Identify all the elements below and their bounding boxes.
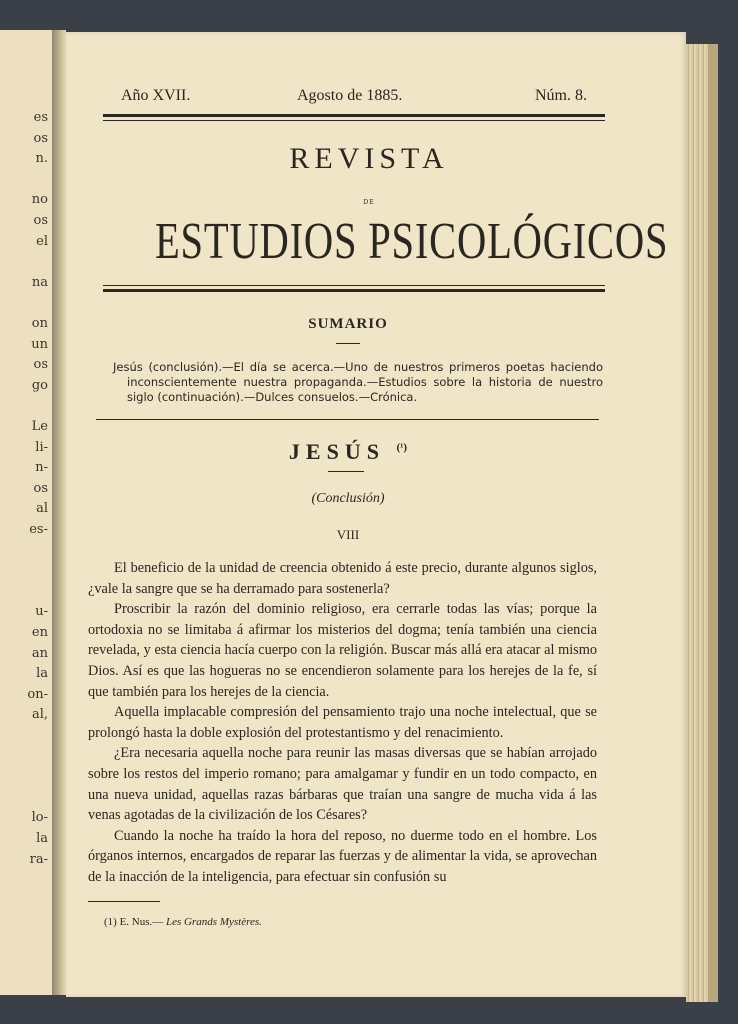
left-page-fragment: la bbox=[36, 831, 48, 846]
book-cover-edge bbox=[708, 44, 718, 1002]
left-page-fragment: en bbox=[31, 625, 48, 640]
left-page-fragment: lo- bbox=[31, 810, 48, 826]
left-page-fragment: na bbox=[31, 274, 48, 290]
body-paragraph: Proscribir la razón del dominio religioso, era cerrarle todas las vías; porque la ortodoxia no se limitaba á afirmar los misterios del dogma; tenía también una ciencia revelada, y esta ciencia hacía cuerpo con la religión. Buscar más allá era atacar al mismo Dios. Así es que las hogueras no se encendieron solamente para los herejes de la fe, sí que también para los herejes de la ciencia. bbox=[88, 601, 597, 700]
left-page-fragment: la bbox=[36, 666, 48, 682]
masthead-revista: REVISTA bbox=[289, 142, 449, 175]
left-page-fragment: u- bbox=[35, 604, 48, 620]
left-page-fragment: on bbox=[31, 316, 48, 331]
left-page-fragment: Le bbox=[31, 419, 48, 434]
section-divider bbox=[96, 419, 599, 420]
body-paragraph: Cuando la noche ha traído la hora del reposo, no duerme todo en el hombre. Los órganos internos, encargados de reparar las fuerzas y de alimentar la vida, se aprovechan de la inacción de la inteligencia, para efectuar sin confusión su bbox=[88, 827, 597, 885]
left-page-fragment: os bbox=[33, 213, 48, 228]
footnote-rule bbox=[88, 901, 160, 902]
left-page-fragment: os bbox=[33, 480, 48, 496]
header-rule-thin bbox=[103, 120, 605, 121]
masthead-title: ESTUDIOS PSICOLÓGICOS bbox=[155, 213, 669, 270]
page-stack-edge bbox=[686, 44, 708, 1002]
masthead-rule-thin bbox=[103, 285, 605, 286]
body-paragraph: ¿Era necesaria aquella noche para reunir las masas diversas que se habían arrojado sobre los restos del imperio romano; para amalgamar y fundir en un todo compacto, en una nueva unidad, aquellas razas bárbaras que traían una sangre de mucha vida á las venas agotadas de la civilización de los Césares? bbox=[88, 745, 597, 824]
issue-number: Núm. 8. bbox=[535, 87, 587, 104]
article-title-text: JESÚS bbox=[288, 439, 385, 464]
left-page-fragment: al, bbox=[31, 707, 48, 723]
footnote bbox=[104, 916, 262, 928]
left-page-fragment: go bbox=[31, 377, 48, 393]
left-page-fragment: os bbox=[33, 130, 48, 146]
section-number: VIII bbox=[336, 527, 360, 542]
sumario-contents: Jesús (conclusión).—El día se acerca.—Uno de nuestros primeros poetas haciendo inconscientemente nuestra propaganda.—Estudios sobre la historia de nuestro siglo (continuación).—Dulces consuelos.—Crónica. bbox=[113, 360, 603, 404]
issue-date: Agosto de 1885. bbox=[297, 87, 403, 104]
left-page-fragment: os bbox=[33, 357, 48, 373]
left-page-fragment: es- bbox=[29, 522, 48, 537]
left-page-fragment: n. bbox=[35, 151, 48, 167]
left-page-fragment: es bbox=[33, 110, 48, 125]
issue-year: Año XVII. bbox=[121, 87, 191, 104]
masthead-rule-thick bbox=[103, 289, 605, 292]
footnote-work: Les Grands Mystères. bbox=[166, 916, 262, 928]
footnote-mark: (1) E. Nus.— bbox=[104, 916, 164, 928]
sumario-heading: SUMARIO bbox=[308, 316, 388, 332]
article-title bbox=[0, 439, 696, 465]
sumario-text bbox=[113, 360, 603, 405]
article-subtitle: (Conclusión) bbox=[311, 491, 385, 506]
title-underline bbox=[328, 471, 364, 472]
sumario-underline bbox=[336, 343, 360, 344]
left-page-fragment: el bbox=[36, 233, 48, 249]
left-page-fragment: ra- bbox=[29, 851, 48, 867]
masthead-de: DE bbox=[363, 199, 375, 206]
left-page-fragment: un bbox=[31, 336, 48, 352]
header-rule-thick bbox=[103, 114, 605, 117]
left-page-fragment: an bbox=[31, 645, 48, 661]
footnote-reference: (¹) bbox=[396, 441, 408, 454]
body-paragraph: El beneficio de la unidad de creencia obtenido á este precio, durante algunos siglos, ¿vale la sangre que se ha derramado para sostenerla? bbox=[88, 560, 597, 597]
left-page-fragment: li- bbox=[35, 439, 48, 455]
body-paragraph: Aquella implacable compresión del pensamiento trajo una noche intelectual, que se prolongó hasta la doble explosión del protestantismo y del renacimiento. bbox=[88, 704, 597, 741]
left-page-fragment: al bbox=[36, 501, 48, 517]
left-page-fragment: on- bbox=[27, 686, 48, 702]
left-page-fragment: no bbox=[31, 192, 48, 208]
left-page-fragment: n- bbox=[35, 460, 48, 476]
article-body bbox=[88, 558, 597, 888]
